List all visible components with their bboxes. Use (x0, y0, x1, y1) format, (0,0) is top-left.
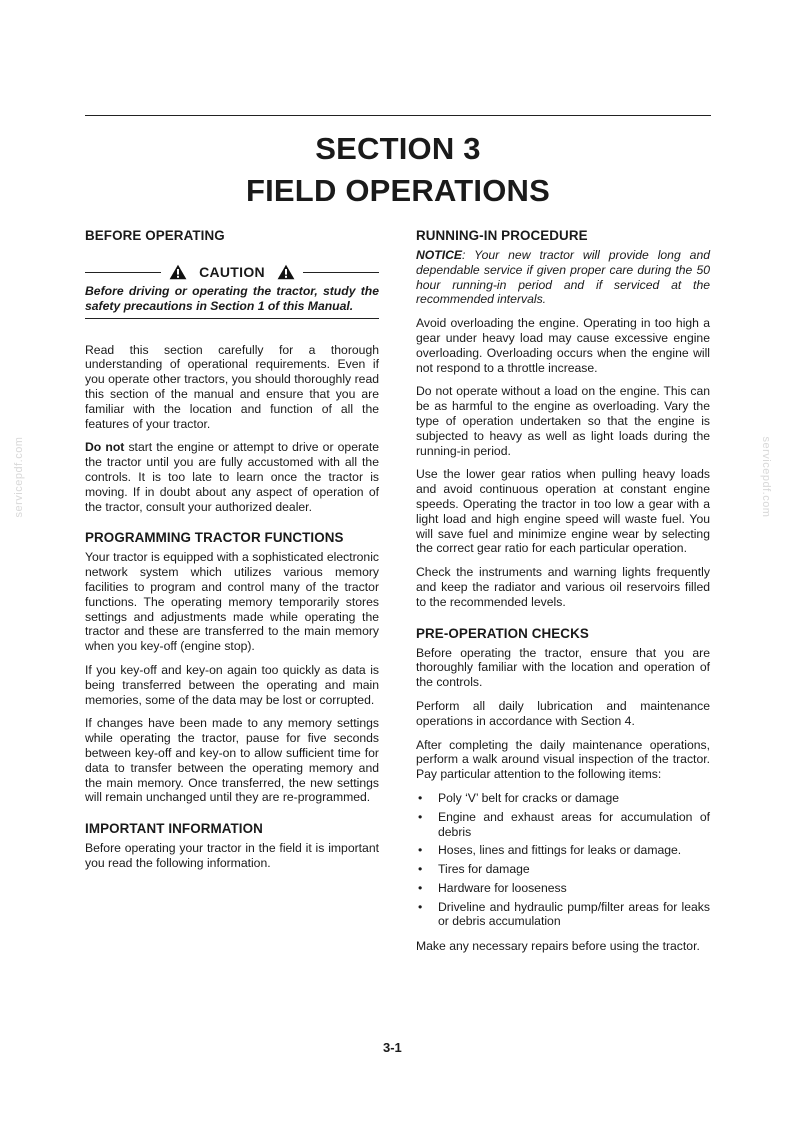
list-item-text: Engine and exhaust areas for accumulation of debris (438, 809, 710, 839)
do-not-rest: start the engine or attempt to drive or operate the tractor until you are fully accustomed with all the controls. It is too late to learn once the tractor is moving. If in doubt about any aspect of operation of the tractor, consult your authorized dealer. (85, 440, 379, 514)
bullet: • (418, 899, 423, 914)
list-item-text: Poly ‘V’ belt for cracks or damage (438, 790, 620, 805)
warning-triangle-icon (169, 264, 187, 280)
list-item (416, 810, 710, 840)
section-number: SECTION 3 (315, 131, 481, 166)
list-item-text: Driveline and hydraulic pump/filter areas for leaks or debris accumulation (438, 899, 710, 929)
notice-paragraph (416, 248, 710, 307)
running-in-paragraph-3: Use the lower gear ratios when pulling heavy loads and avoid continuous operation at constant engine speeds. Operating the tractor in too low a gear with a light load and high engine speed will waste fuel. You will save fuel and minimize engine wear by selecting the correct gear ratio for each particular operation. (416, 467, 710, 556)
running-in-paragraph-2: Do not operate without a load on the engine. This can be as harmful to the engine as overloading. Vary the type of operation undertaken so that the engine is subjected to heavy as well as light loads during the running-in period. (416, 384, 710, 458)
caution-banner (85, 262, 379, 282)
bullet: • (418, 790, 423, 805)
heading-before-operating: BEFORE OPERATING (85, 228, 225, 243)
heading-programming: PROGRAMMING TRACTOR FUNCTIONS (85, 530, 344, 546)
caution-line-right (303, 272, 379, 273)
inspection-list (416, 791, 710, 929)
heading-pre-operation: PRE-OPERATION CHECKS (416, 625, 589, 641)
pre-operation-closing: Make any necessary repairs before using the tractor. (416, 939, 700, 954)
bullet: • (418, 809, 423, 824)
warning-triangle-icon (277, 264, 295, 280)
important-paragraph-1: Before operating your tractor in the field it is important you read the following information. (85, 841, 379, 870)
right-column (416, 228, 710, 963)
bullet: • (418, 880, 423, 895)
programming-paragraph-3: If changes have been made to any memory settings while operating the tractor, pause for five seconds between key-off and key-on to allow sufficient time for data to transfer between the operating memory and the main memory. Once transferred, the new settings will remain unchanged until they are re-programmed. (85, 716, 379, 805)
do-not-lead: Do not (85, 440, 125, 455)
list-item (416, 900, 710, 930)
list-item (416, 881, 710, 896)
list-item (416, 843, 710, 858)
section-title: FIELD OPERATIONS (245, 173, 551, 208)
watermark-left: servicepdf.com (13, 436, 25, 518)
before-operating-paragraph-1: Read this section carefully for a thorough understanding of operational requirements. Even if you operate other tractors, you should thoroughly read this section of the manual and ensure that you are familiar with the location and function of all the features of your tractor. (85, 342, 379, 431)
programming-paragraph-2: If you key-off and key-on again too quickly as data is being transferred between the operating and main memories, some of the data may be lost or corrupted. (85, 662, 379, 707)
page-number: 3-1 (383, 1040, 402, 1055)
bullet: • (418, 843, 423, 858)
pre-operation-paragraph-3: After completing the daily maintenance operations, perform a walk around visual inspection of the tractor. Pay particular attention to the following items: (416, 737, 710, 782)
list-item (416, 862, 710, 877)
bullet: • (418, 862, 423, 877)
heading-important: IMPORTANT INFORMATION (85, 821, 263, 837)
running-in-paragraph-4: Check the instruments and warning lights frequently and keep the radiator and various oil reservoirs filled to the recommended levels. (416, 565, 710, 609)
notice-text: : Your new tractor will provide long and dependable service if given proper care during the 50 hour running-in period and if serviced at the recommended intervals. (416, 248, 710, 307)
before-operating-paragraph-2 (85, 440, 379, 514)
pre-operation-paragraph-1: Before operating the tractor, ensure that you are thoroughly familiar with the location and operation of the controls. (416, 645, 710, 690)
caution-label: CAUTION (199, 263, 265, 280)
header-rule (85, 115, 711, 116)
left-column (85, 228, 379, 880)
caution-rule (85, 318, 379, 319)
caution-line-left (85, 272, 161, 273)
watermark-right: servicepdf.com (760, 436, 772, 518)
caution-text: Before driving or operating the tractor, study the safety precautions in Section 1 of this Manual. (85, 284, 379, 313)
programming-paragraph-1: Your tractor is equipped with a sophisticated electronic network system which utilizes various memory facilities to program and control many of the tractor functions. The operating memory temporarily stores settings and adjustments made while operating the tractor and these are transferred to the main memory when you key-off (engine stop). (85, 550, 379, 654)
notice-label: NOTICE (416, 248, 463, 262)
list-item-text: Tires for damage (438, 862, 530, 877)
heading-running-in: RUNNING-IN PROCEDURE (416, 228, 588, 243)
pre-operation-paragraph-2: Perform all daily lubrication and maintenance operations in accordance with Section 4. (416, 698, 710, 728)
list-item (416, 791, 710, 806)
list-item-text: Hardware for looseness (438, 880, 567, 895)
running-in-paragraph-1: Avoid overloading the engine. Operating in too high a gear under heavy load may cause excessive engine overloading. Overloading occurs when the engine will not respond to a throttle increase. (416, 316, 710, 375)
list-item-text: Hoses, lines and fittings for leaks or damage. (438, 843, 682, 858)
